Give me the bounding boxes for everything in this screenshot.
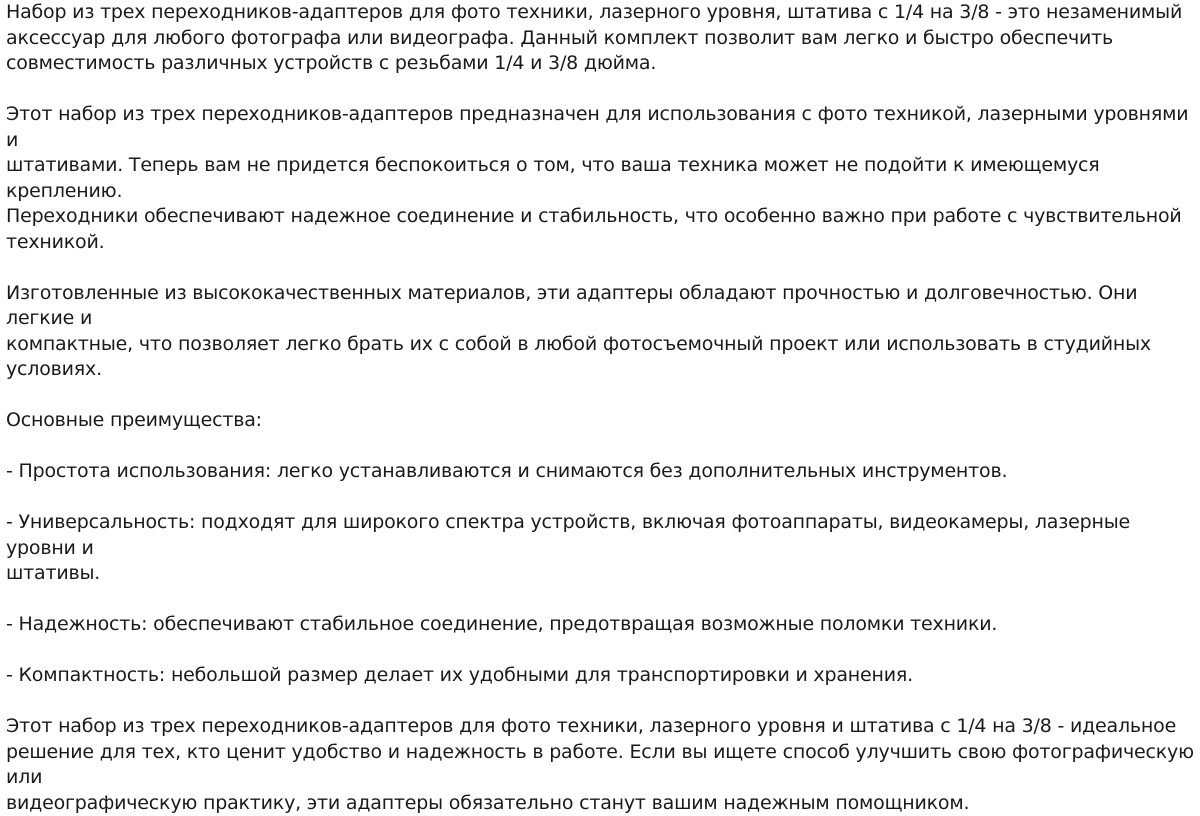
advantage-versatility: - Универсальность: подходят для широкого спектра устройств, включая фотоаппараты, видеокамеры, лазерные уровни и штативы. (6, 511, 1131, 584)
paragraph-purpose: Этот набор из трех переходников-адаптеров предназначен для использования с фото техникой, лазерными уровнями и штативами. Теперь вам не придется беспокоиться о том, что ваша техника может не подойти к имеющемуся креплению. Переходники обеспечивают надежное соединение и стабильность, что особенно важно при работе с чувствительной техникой. (6, 103, 1189, 253)
paragraph-conclusion: Этот набор из трех переходников-адаптеров для фото техники, лазерного уровня и штатива с 1/4 на 3/8 - идеальное решение для тех, кто ценит удобство и надежность в работе. Если вы ищете способ улучшить свою фотографическую или видеографическую практику, эти адаптеры обязательно станут вашим надежным помощником. (6, 715, 1194, 814)
advantage-ease-of-use: - Простота использования: легко устанавливаются и снимаются без дополнительных инструментов. (6, 460, 1008, 482)
advantages-heading: Основные преимущества: (6, 409, 262, 431)
paragraph-intro: Набор из трех переходников-адаптеров для фото техники, лазерного уровня, штатива с 1/4 на 3/8 - это незаменимый аксессуар для любого фотографа или видеографа. Данный комплект позволит вам легко и быстро обеспечить совместимость различных устройств с резьбами 1/4 и 3/8 дюйма. (6, 1, 1183, 74)
advantage-reliability: - Надежность: обеспечивают стабильное соединение, предотвращая возможные поломки техники. (6, 613, 998, 635)
paragraph-materials: Изготовленные из высококачественных материалов, эти адаптеры обладают прочностью и долговечностью. Они легкие и компактные, что позволяет легко брать их с собой в любой фотосъемочный проект или использовать в студийных условиях. (6, 281, 1151, 380)
advantage-compactness: - Компактность: небольшой размер делает их удобными для транспортировки и хранения. (6, 664, 913, 686)
